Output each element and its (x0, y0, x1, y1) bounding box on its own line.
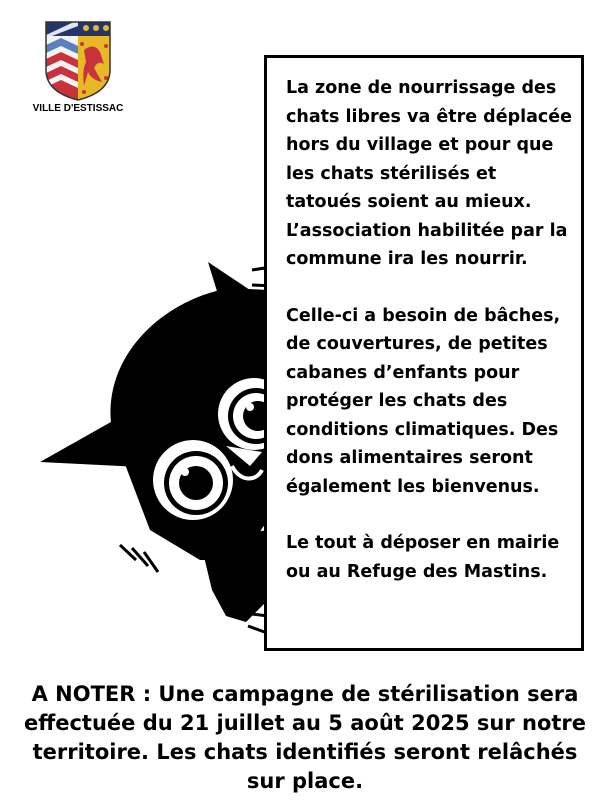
municipality-label: VILLE D'ESTISSAC (32, 103, 124, 114)
paragraph-feeding-zone: La zone de nourrissage des chats libres va être déplacée hors du village et pour que les chats stérilisés et tatoués soient au mieux. L’association habilitée par la commune ira les nourrir. (286, 78, 573, 269)
info-panel-text (286, 74, 576, 614)
sterilization-notice: A NOTER : Une campagne de stérilisation sera effectuée du 21 juillet au 5 août 2025 sur notre territoire. Les chats identifiés seront relâchés sur place. (23, 682, 587, 793)
paragraph-donations: Celle-ci a besoin de bâches, de couvertures, de petites cabanes d’enfants pour protéger les chats des conditions climatiques. Des dons alimentaires seront également les bienvenus. (286, 305, 561, 497)
paragraph-drop-off: Le tout à déposer en mairie ou au Refuge des Mastins. (286, 533, 560, 582)
